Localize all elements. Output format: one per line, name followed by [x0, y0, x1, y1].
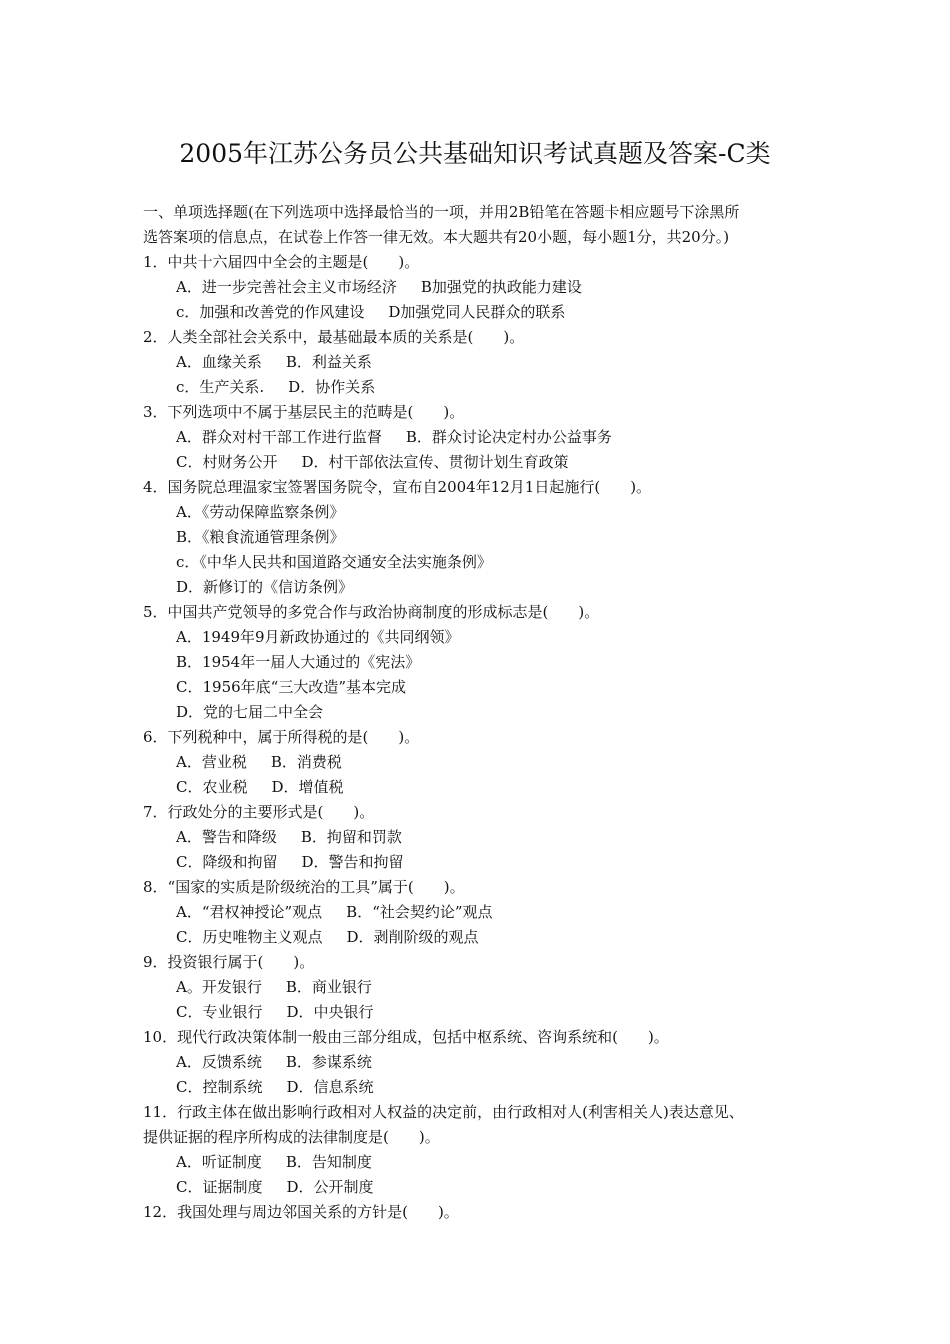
- option-d: D．剥削阶级的观点: [346, 928, 479, 946]
- option-d: D．协作关系: [288, 378, 376, 396]
- option-b: B加强党的执政能力建设: [420, 278, 582, 296]
- option-c: C．控制系统: [176, 1078, 263, 1096]
- question-10-options-row-1: [143, 1050, 823, 1075]
- option-a: A．血缘关系: [176, 353, 262, 371]
- option-d: D．信息系统: [286, 1078, 374, 1096]
- option-d: D．增值税: [271, 778, 344, 796]
- option-c: C．村财务公开: [176, 453, 278, 471]
- question-3-options-row-2: [143, 450, 823, 475]
- question-1-options-row-1: [143, 275, 823, 300]
- page-title: 2005年江苏公务员公共基础知识考试真题及答案-C类: [179, 139, 771, 168]
- option-b: B．1954年一届人大通过的《宪法》: [176, 653, 421, 671]
- option-a: A．营业税: [176, 753, 247, 771]
- question-12: 12．我国处理与周边邻国关系的方针是( )。: [143, 1203, 459, 1221]
- question-7: 7．行政处分的主要形式是( )。: [143, 803, 375, 821]
- question-6: 6．下列税种中，属于所得税的是( )。: [143, 728, 420, 746]
- question-8-options-row-1: [143, 900, 823, 925]
- question-7-options-row-1: [143, 825, 823, 850]
- question-8-options-row-2: [143, 925, 823, 950]
- option-b: B．“社会契约论”观点: [346, 903, 493, 921]
- option-a: A．反馈系统: [176, 1053, 262, 1071]
- question-5: 5．中国共产党领导的多党合作与政治协商制度的形成标志是( )。: [143, 603, 600, 621]
- option-a: A．听证制度: [176, 1153, 262, 1171]
- question-3-options-row-1: [143, 425, 823, 450]
- question-4: 4．国务院总理温家宝签署国务院令，宣布自2004年12月1日起施行( )。: [143, 478, 652, 496]
- question-9-options-row-2: [143, 1000, 823, 1025]
- option-c: C．专业银行: [176, 1003, 263, 1021]
- option-b: B．《粮食流通管理条例》: [176, 528, 345, 546]
- option-a: A．《劳动保障监察条例》: [176, 503, 345, 521]
- question-9-options-row-1: [143, 975, 823, 1000]
- option-a: A．进一步完善社会主义市场经济: [176, 278, 397, 296]
- option-b: B．商业银行: [285, 978, 372, 996]
- question-2-options-row-1: [143, 350, 823, 375]
- option-c: c．《中华人民共和国道路交通安全法实施条例》: [176, 553, 492, 571]
- section-intro: 一、单项选择题(在下列选项中选择最恰当的一项，并用2B铅笔在答题卡相应题号下涂黑所: [143, 203, 740, 221]
- option-b: B．参谋系统: [285, 1053, 372, 1071]
- option-c: C．1956年底“三大改造”基本完成: [176, 678, 406, 696]
- option-d: D．新修订的《信访条例》: [176, 578, 354, 596]
- option-b: B．消费税: [270, 753, 342, 771]
- option-a: A．“君权神授论”观点: [176, 903, 323, 921]
- question-3: 3．下列选项中不属于基层民主的范畴是( )。: [143, 403, 465, 421]
- question-list: [143, 200, 823, 1225]
- option-d: D．中央银行: [286, 1003, 374, 1021]
- option-b: B．告知制度: [285, 1153, 372, 1171]
- question-1-options-row-2: [143, 300, 823, 325]
- question-6-options-row-2: [143, 775, 823, 800]
- question-1: 1．中共十六届四中全会的主题是( )。: [143, 253, 420, 271]
- option-b: B．群众讨论决定村办公益事务: [405, 428, 612, 446]
- option-a: A．警告和降级: [176, 828, 277, 846]
- option-d: D加强党同人民群众的联系: [388, 303, 566, 321]
- question-2-options-row-2: [143, 375, 823, 400]
- option-b: B．拘留和罚款: [300, 828, 402, 846]
- option-c: c．生产关系.: [176, 378, 265, 396]
- option-c: C．证据制度: [176, 1178, 263, 1196]
- question-11-options-row-1: [143, 1150, 823, 1175]
- option-c: C．历史唯物主义观点: [176, 928, 323, 946]
- question-10: 10．现代行政决策体制一般由三部分组成，包括中枢系统、咨询系统和( )。: [143, 1028, 669, 1046]
- option-a: A．1949年9月新政协通过的《共同纲领》: [176, 628, 460, 646]
- section-intro: 选答案项的信息点，在试卷上作答一律无效。本大题共有20小题，每小题1分，共20分。): [143, 228, 730, 246]
- question-6-options-row-1: [143, 750, 823, 775]
- option-c: C．农业税: [176, 778, 248, 796]
- question-8: 8．“国家的实质是阶级统治的工具”属于( )。: [143, 878, 465, 896]
- option-c: c．加强和改善党的作风建设: [176, 303, 365, 321]
- option-b: B．利益关系: [285, 353, 372, 371]
- question-9: 9．投资银行属于( )。: [143, 953, 315, 971]
- option-d: D．党的七届二中全会: [176, 703, 324, 721]
- question-11-options-row-2: [143, 1175, 823, 1200]
- option-d: D．村干部依法宣传、贯彻计划生育政策: [301, 453, 569, 471]
- question-11: 11．行政主体在做出影响行政相对人权益的决定前，由行政相对人(利害相关人)表达意见、: [143, 1103, 744, 1121]
- option-c: C．降级和拘留: [176, 853, 278, 871]
- question-10-options-row-2: [143, 1075, 823, 1100]
- option-d: D．公开制度: [286, 1178, 374, 1196]
- option-a: A。开发银行: [176, 978, 262, 996]
- option-a: A．群众对村干部工作进行监督: [176, 428, 382, 446]
- question-7-options-row-2: [143, 850, 823, 875]
- question-2: 2．人类全部社会关系中，最基础最本质的关系是( )。: [143, 328, 525, 346]
- option-d: D．警告和拘留: [301, 853, 404, 871]
- question-11-continued: 提供证据的程序所构成的法律制度是( )。: [143, 1128, 440, 1146]
